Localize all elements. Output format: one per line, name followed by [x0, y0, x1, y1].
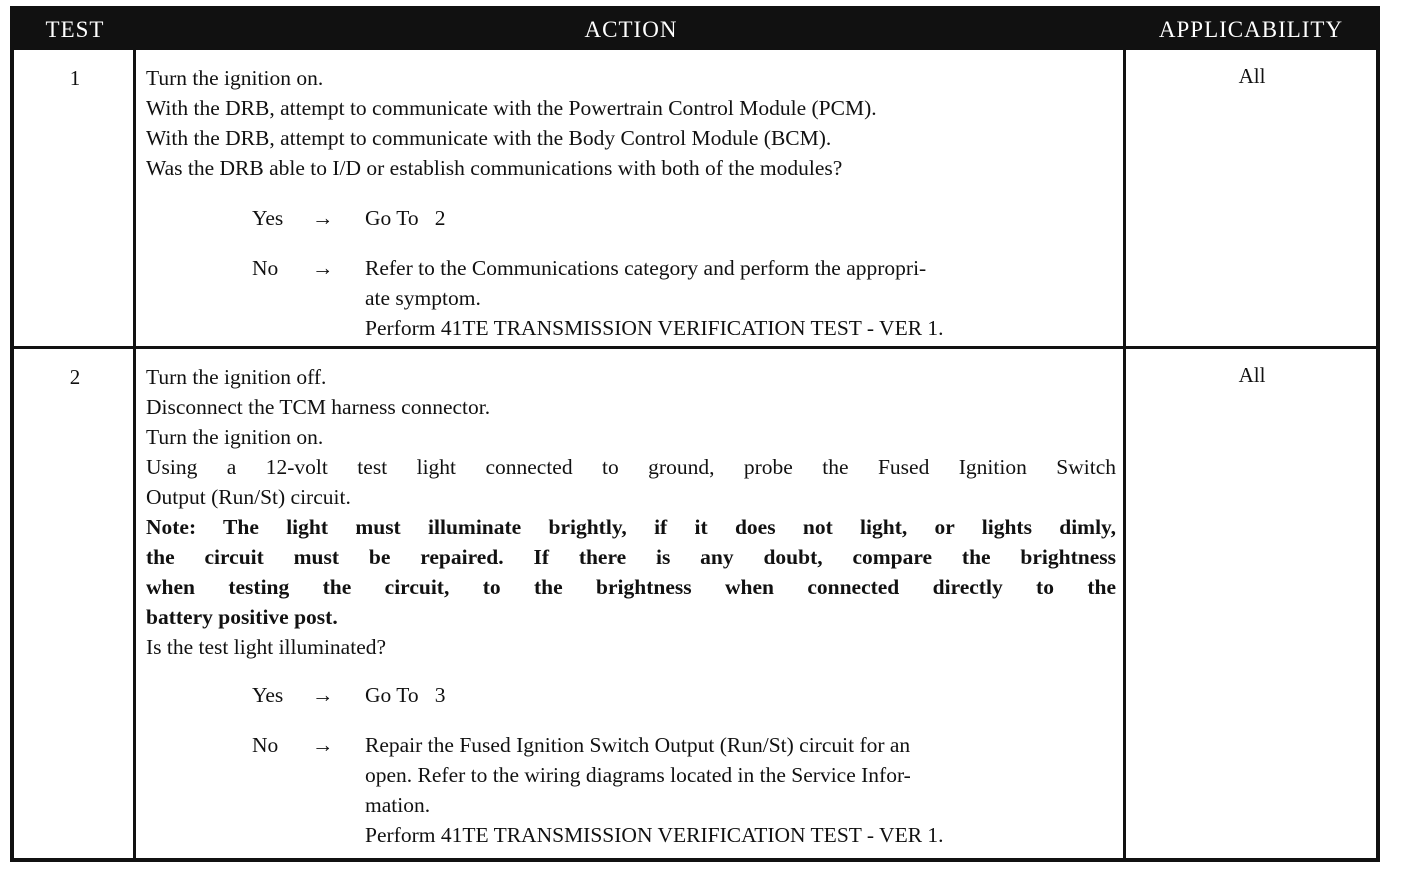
- applicability-value: All: [1238, 64, 1266, 88]
- action-line: Turn the ignition on.: [146, 66, 324, 90]
- no-label: No: [252, 256, 279, 280]
- diagnostic-test-table: [10, 6, 1380, 862]
- no-result-line: Repair the Fused Ignition Switch Output (Run/St) circuit for an: [365, 733, 911, 757]
- yes-choice: [252, 203, 1116, 233]
- note-line: battery positive post.: [146, 605, 338, 629]
- action-cell: [146, 362, 1116, 850]
- table-header: [14, 10, 1376, 50]
- action-line: With the DRB, attempt to communicate with the Powertrain Control Module (PCM).: [146, 96, 877, 120]
- test-number: 2: [69, 365, 81, 389]
- arrow-right-icon: →: [312, 733, 334, 757]
- yes-result: Go To 3: [365, 683, 446, 707]
- applicability-value: All: [1238, 363, 1266, 387]
- action-line: Output (Run/St) circuit.: [146, 485, 351, 509]
- yes-label: Yes: [252, 206, 284, 230]
- note-line: Note: The light must illuminate brightly, if it does not light, or lights dimly,: [146, 515, 1116, 539]
- header-test: TEST: [45, 17, 105, 42]
- table-row: [14, 349, 1376, 860]
- no-result-line: Refer to the Communications category and perform the appropri-: [365, 256, 927, 280]
- yes-choice: [252, 680, 1116, 710]
- note-line: the circuit must be repaired. If there is any doubt, compare the brightness: [146, 545, 1116, 569]
- action-line: Disconnect the TCM harness connector.: [146, 395, 491, 419]
- no-result-line: Perform 41TE TRANSMISSION VERIFICATION TEST - VER 1.: [365, 823, 944, 847]
- yes-label: Yes: [252, 683, 284, 707]
- header-action: ACTION: [584, 17, 678, 42]
- no-result-line: mation.: [365, 793, 431, 817]
- no-result-line: open. Refer to the wiring diagrams located in the Service Infor-: [365, 763, 911, 787]
- no-result-line: Perform 41TE TRANSMISSION VERIFICATION TEST - VER 1.: [365, 316, 944, 340]
- yes-result: Go To 2: [365, 206, 446, 230]
- header-applicability: APPLICABILITY: [1158, 17, 1344, 42]
- no-label: No: [252, 733, 279, 757]
- action-cell: [146, 63, 1116, 343]
- arrow-right-icon: →: [312, 256, 334, 280]
- table-row: [14, 50, 1376, 346]
- action-line: Turn the ignition on.: [146, 425, 324, 449]
- question-line: Is the test light illuminated?: [146, 635, 387, 659]
- action-line: With the DRB, attempt to communicate with the Body Control Module (BCM).: [146, 126, 832, 150]
- action-line: Using a 12-volt test light connected to ground, probe the Fused Ignition Switch: [146, 455, 1116, 479]
- arrow-right-icon: →: [312, 206, 334, 230]
- note-line: when testing the circuit, to the brightness when connected directly to the: [146, 575, 1116, 599]
- arrow-right-icon: →: [312, 683, 334, 707]
- no-choice: [252, 730, 1116, 850]
- test-number: 1: [69, 66, 81, 90]
- action-line: Was the DRB able to I/D or establish communications with both of the modules?: [146, 156, 843, 180]
- action-line: Turn the ignition off.: [146, 365, 327, 389]
- no-choice: [252, 253, 1116, 343]
- no-result-line: ate symptom.: [365, 286, 481, 310]
